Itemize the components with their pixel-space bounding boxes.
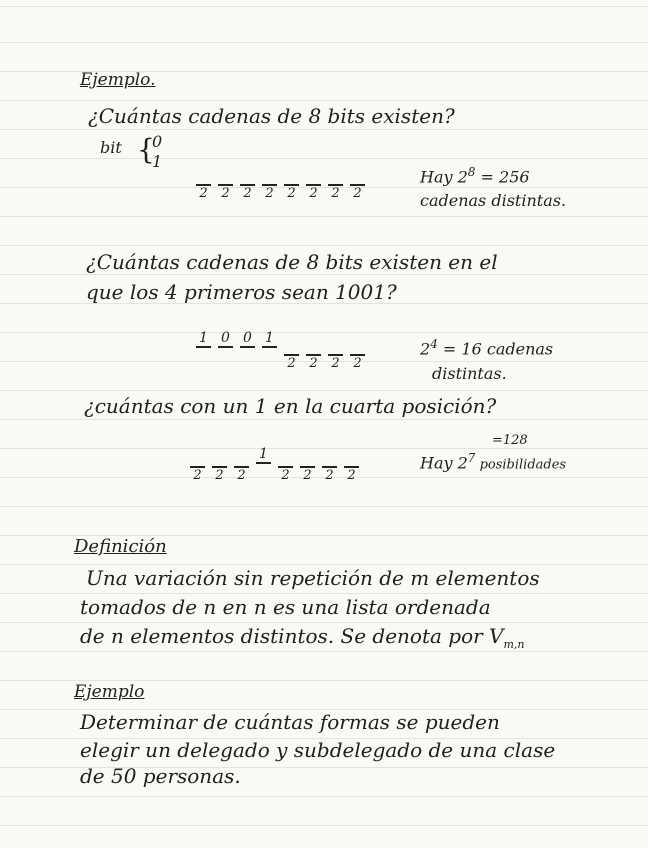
slot: 2 (350, 330, 365, 362)
slot: 2 (328, 168, 343, 200)
question-line: ¿cuántas con un 1 en la cuarta posición? (84, 394, 497, 418)
definition-line: Una variación sin repetición de m elementos (86, 566, 540, 590)
slot: 1 (262, 330, 277, 362)
slot: 2 (300, 450, 315, 482)
example-heading: Ejemplo (74, 682, 145, 702)
example-line: elegir un delegado y subdelegado de una clase (80, 738, 556, 762)
bit-label: bit (100, 138, 122, 157)
bit-slots (196, 168, 365, 200)
bit-slots (190, 446, 359, 483)
slot: 0 (240, 330, 255, 362)
slot: 2 (344, 450, 359, 482)
answer-note: $2^4 = 16$ cadenas (420, 337, 554, 359)
slot: 2 (234, 450, 249, 482)
answer-note: cadenas distintas. (420, 191, 567, 210)
slot: 2 (196, 168, 211, 200)
answer-note: distintas. (432, 364, 507, 383)
slot: 2 (278, 450, 293, 482)
slot: 0 (218, 330, 233, 362)
example-heading: Ejemplo. (80, 70, 156, 90)
question-line: ¿Cuántas cadenas de 8 bits existen en el (86, 250, 498, 274)
question-line: que los 4 primeros sean 1001? (86, 280, 397, 304)
slot: 2 (284, 168, 299, 200)
answer-note: Hay $2^7$ posibilidades (420, 451, 567, 473)
answer-note: =128 (492, 433, 528, 448)
slot: 2 (350, 168, 365, 200)
question-line: ¿Cuántas cadenas de 8 bits existen? (88, 104, 455, 128)
brace: { (137, 133, 155, 166)
bit-value: 0 (152, 132, 163, 151)
bit-slots (196, 330, 365, 371)
slot: 2 (262, 168, 277, 200)
definition-line: tomados de n en n es una lista ordenada (80, 595, 491, 619)
slot: 2 (322, 450, 337, 482)
slot: 2 (328, 330, 343, 362)
definition-heading: Definición (74, 536, 167, 557)
slot: 2 (240, 168, 255, 200)
answer-note: Hay $2^8 = 256$ (420, 165, 530, 187)
slot: 1 (196, 330, 211, 362)
slot: 2 (218, 168, 233, 200)
slot: 2 (306, 168, 321, 200)
example-line: de 50 personas. (80, 764, 241, 788)
definition-line: de n elementos distintos. Se denota por $V_{m,n}$ (80, 624, 525, 651)
slot: 2 (306, 330, 321, 362)
bit-value: 1 (152, 152, 163, 171)
slot: 2 (212, 450, 227, 482)
slot: 2 (190, 450, 205, 482)
example-line: Determinar de cuántas formas se pueden (80, 710, 500, 734)
slot: 1 (256, 450, 271, 482)
slot: 2 (284, 330, 299, 362)
